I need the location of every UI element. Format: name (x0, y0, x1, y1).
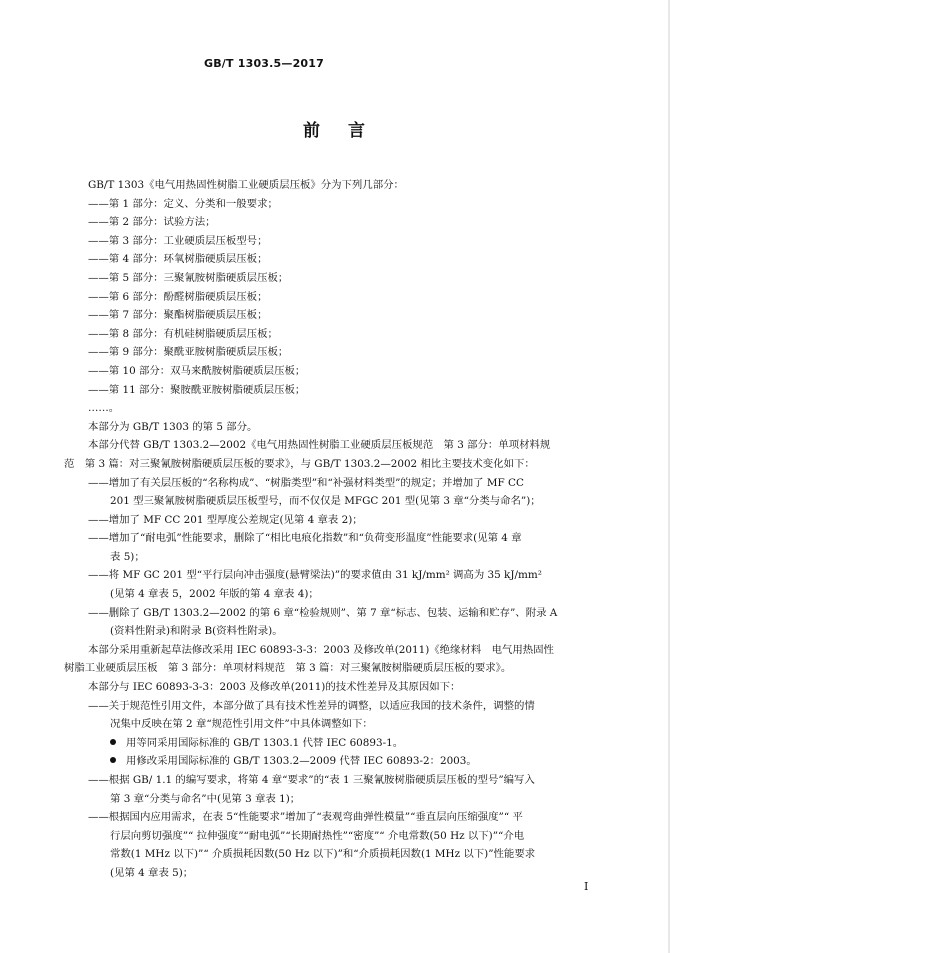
list-item: ——第 2 部分：试验方法； (88, 216, 216, 229)
blank-area (670, 0, 950, 953)
list-item: ——第 6 部分：酚醛树脂硬质层压板； (88, 290, 268, 303)
list-item-continued: 表 5)； (110, 550, 145, 563)
list-item: ——第 3 部分：工业硬质层压板型号； (88, 234, 268, 247)
list-item-continued: 常数(1 MHz 以下)”“ 介质损耗因数(50 Hz 以下)”和“介质损耗因数(1 MHz 以下)”性能要求 (110, 848, 536, 861)
paragraph-continued: 树脂工业硬质层压板 第 3 部分：单项材料规范 第 3 篇：对三聚氰胺树脂硬质层压板的要求》。 (64, 662, 512, 675)
list-item: ——第 10 部分：双马来酰胺树脂硬质层压板； (88, 364, 306, 377)
paragraph: GB/T 1303《电气用热固性树脂工业硬质层压板》分为下列几部分： (88, 179, 404, 191)
list-item: ——根据国内应用需求，在表 5“性能要求”增加了“表观弯曲弹性模量”“垂直层向压缩强度”“ 平 (88, 811, 523, 824)
paragraph-continued: 范 第 3 篇：对三聚氰胺树脂硬质层压板的要求》，与 GB/T 1303.2—2002 相比主要技术变化如下： (64, 457, 535, 470)
list-item: ——增加了有关层压板的“名称构成”、“树脂类型”和“补强材料类型”的规定；并增加了 MF CC (88, 476, 524, 489)
list-item-continued: 201 型三聚氰胺树脂硬质层压板型号，而不仅仅是 MFGC 201 型(见第 3 章“分类与命名”)； (110, 495, 541, 508)
paragraph: 本部分代替 GB/T 1303.2—2002《电气用热固性树脂工业硬质层压板规范 第 3 部分：单项材料规 (88, 439, 551, 452)
list-item: ——删除了 GB/T 1303.2—2002 的第 6 章“检验规则”、第 7 章“标志、包装、运输和贮存”、附录 A (88, 606, 558, 619)
list-item: ——第 1 部分：定义、分类和一般要求； (88, 197, 278, 210)
list-item-continued: 行层向剪切强度”“ 拉伸强度”“耐电弧”“长期耐热性”“密度”“ 介电常数(50 Hz 以下)”“介电 (110, 829, 525, 842)
list-item-continued: 第 3 章“分类与命名”中(见第 3 章表 1)； (110, 792, 301, 805)
ellipsis: ……。 (88, 402, 120, 415)
list-item: ——第 7 部分：聚酯树脂硬质层压板； (88, 309, 268, 322)
list-item: ——增加了“耐电弧”性能要求，删除了“相比电痕化指数”和“负荷变形温度”性能要求(见第 4 章 (88, 532, 522, 545)
page-title: 前言 (303, 121, 393, 141)
page-number: I (584, 880, 589, 893)
list-item: ——第 8 部分：有机硅树脂硬质层压板； (88, 327, 278, 340)
standard-number: GB/T 1303.5—2017 (203, 57, 324, 70)
paragraph: 本部分与 IEC 60893-3-3：2003 及修改单(2011)的技术性差异及其原因如下： (88, 681, 461, 694)
document-body (64, 176, 610, 883)
list-item: ——第 5 部分：三聚氰胺树脂硬质层压板； (88, 271, 289, 284)
list-item: ——根据 GB/ 1.1 的编写要求，将第 4 章“要求”的“表 1 三聚氰胺树脂硬质层压板的型号”编写入 (88, 774, 535, 786)
bullet-text: 用修改采用国际标准的 GB/T 1303.2—2009 代替 IEC 60893-2：2003。 (126, 755, 477, 768)
list-item: ——第 4 部分：环氧树脂硬质层压板； (88, 253, 268, 266)
list-item-continued: (见第 4 章表 5)； (110, 866, 194, 879)
bullet-icon (110, 757, 116, 763)
list-item-continued: 况集中反映在第 2 章“规范性引用文件”中具体调整如下： (110, 718, 373, 731)
list-item: ——第 9 部分：聚酰亚胺树脂硬质层压板； (88, 346, 289, 359)
list-item: ——增加了 MF CC 201 型厚度公差规定(见第 4 章表 2)； (88, 513, 363, 526)
list-item: ——将 MF GC 201 型“平行层向冲击强度(悬臂梁法)”的要求值由 31 kJ/mm² 调高为 35 kJ/mm² (88, 569, 542, 582)
paragraph: 本部分为 GB/T 1303 的第 5 部分。 (88, 420, 258, 433)
bullet-item (64, 752, 610, 771)
list-item: ——第 11 部分：聚胺酰亚胺树脂硬质层压板； (88, 383, 306, 396)
bullet-item (64, 734, 610, 753)
list-item: ——关于规范性引用文件，本部分做了具有技术性差异的调整，以适应我国的技术条件，调整的情 (88, 699, 535, 712)
bullet-icon (110, 739, 116, 745)
list-item-continued: (见第 4 章表 5，2002 年版的第 4 章表 4)； (110, 588, 319, 601)
list-item-continued: (资料性附录)和附录 B(资料性附录)。 (110, 625, 283, 638)
bullet-text: 用等同采用国际标准的 GB/T 1303.1 代替 IEC 60893-1。 (126, 736, 404, 749)
paragraph: 本部分采用重新起草法修改采用 IEC 60893-3-3：2003 及修改单(2011)《绝缘材料 电气用热固性 (88, 643, 554, 656)
